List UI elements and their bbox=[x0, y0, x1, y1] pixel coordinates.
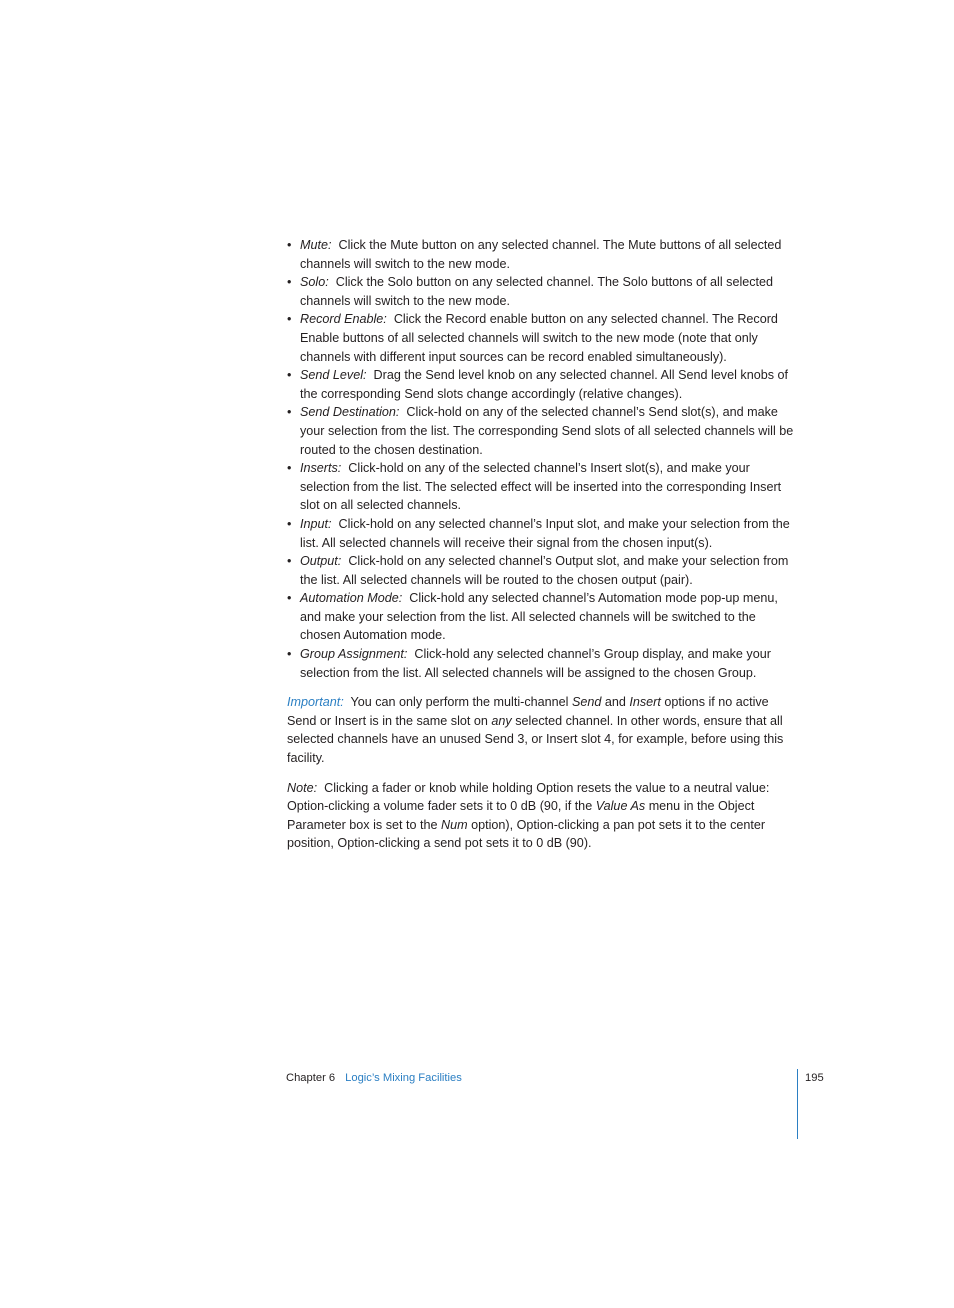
bullet-text: Click-hold on any of the selected channel’s Send slot(s), and make your selection from the list. The corresponding Send slots of all selected channels will be routed to the chosen destination. bbox=[300, 405, 794, 457]
note-label: Note: bbox=[287, 780, 318, 795]
important-emphasis: any bbox=[491, 713, 512, 728]
footer-chapter-title: Logic’s Mixing Facilities bbox=[345, 1072, 462, 1084]
list-item bbox=[287, 236, 799, 273]
list-item bbox=[287, 552, 799, 589]
note-text: option), Option-clicking a pan pot sets it to the center position, Option-clicking a send pot sets it to 0 dB (90). bbox=[287, 817, 766, 851]
bullet-icon: • bbox=[287, 516, 292, 531]
bullet-icon: • bbox=[287, 368, 292, 383]
page-divider bbox=[797, 1069, 798, 1139]
list-item bbox=[287, 366, 799, 403]
bullet-term: Record Enable: bbox=[300, 312, 387, 327]
bullet-term: Send Level: bbox=[300, 368, 367, 383]
important-text: and bbox=[604, 695, 626, 710]
note-emphasis: Value As bbox=[595, 799, 646, 814]
bullet-list bbox=[287, 236, 799, 682]
important-text: options if no active Send or Insert is in the same slot on bbox=[287, 695, 769, 728]
important-label: Important: bbox=[287, 695, 344, 710]
bullet-text: Click-hold on any selected channel’s Input slot, and make your selection from the list. All selected channels will receive their signal from the chosen input(s). bbox=[300, 516, 790, 550]
list-item bbox=[287, 459, 799, 515]
bullet-icon: • bbox=[287, 554, 292, 569]
important-paragraph bbox=[287, 693, 799, 767]
bullet-icon: • bbox=[287, 461, 292, 476]
bullet-term: Solo: bbox=[300, 275, 329, 290]
bullet-text: Click-hold any selected channel’s Group display, and make your selection from the list. All selected channels will be assigned to the chosen Group. bbox=[300, 647, 771, 680]
bullet-term: Group Assignment: bbox=[300, 647, 408, 662]
note-emphasis: Num bbox=[441, 817, 468, 832]
bullet-term: Mute: bbox=[300, 238, 332, 252]
important-emphasis: Insert bbox=[629, 695, 661, 710]
bullet-icon: • bbox=[287, 312, 292, 327]
bullet-text: Click-hold on any of the selected channel’s Insert slot(s), and make your selection from the list. The selected effect will be inserted into the corresponding Insert slot on all selected channels. bbox=[300, 461, 782, 513]
bullet-icon: • bbox=[287, 405, 292, 420]
note-paragraph bbox=[287, 779, 799, 853]
bullet-text: Click-hold on any selected channel’s Output slot, and make your selection from the list. All selected channels will be routed to the chosen output (pair). bbox=[300, 554, 789, 587]
list-item bbox=[287, 310, 799, 366]
note-text: menu in the Object Parameter box is set to the bbox=[287, 799, 755, 832]
list-item bbox=[287, 273, 799, 310]
bullet-term: Input: bbox=[300, 516, 332, 531]
bullet-icon: • bbox=[287, 275, 292, 290]
bullet-text: Click the Mute button on any selected channel. The Mute buttons of all selected channels will switch to the new mode. bbox=[300, 238, 782, 271]
note-text: Clicking a fader or knob while holding Option resets the value to a neutral value: Option-clicking a volume fader sets it to 0 dB (90, if the bbox=[287, 780, 770, 814]
page-body bbox=[287, 236, 799, 853]
bullet-term: Inserts: bbox=[300, 461, 342, 476]
page-number: 195 bbox=[805, 1072, 824, 1084]
list-item bbox=[287, 515, 799, 552]
list-item bbox=[287, 589, 799, 645]
bullet-text: Click the Solo button on any selected channel. The Solo buttons of all selected channels will switch to the new mode. bbox=[300, 275, 774, 308]
important-text: selected channel. In other words, ensure that all selected channels have an unused Send 3, or Insert slot 4, for example, before using this facility. bbox=[287, 713, 784, 766]
bullet-icon: • bbox=[287, 238, 292, 252]
bullet-text: Click the Record enable button on any selected channel. The Record Enable buttons of all selected channels will switch to the new mode (note that only channels with different input sources can be record enabled simultaneously). bbox=[300, 312, 778, 364]
important-text: You can only perform the multi-channel bbox=[350, 695, 569, 710]
page-footer bbox=[286, 1070, 462, 1086]
bullet-term: Output: bbox=[300, 554, 342, 569]
bullet-icon: • bbox=[287, 647, 292, 662]
list-item bbox=[287, 645, 799, 682]
bullet-term: Send Destination: bbox=[300, 405, 400, 420]
list-item bbox=[287, 403, 799, 459]
bullet-text: Click-hold any selected channel’s Automation mode pop-up menu, and make your selection from the list. All selected channels will be switched to the chosen Automation mode. bbox=[300, 591, 778, 643]
important-emphasis: Send bbox=[571, 695, 602, 710]
bullet-text: Drag the Send level knob on any selected channel. All Send level knobs of the corresponding Send slots change accordingly (relative changes). bbox=[300, 368, 788, 401]
bullet-term: Automation Mode: bbox=[300, 591, 403, 606]
footer-chapter: Chapter 6 bbox=[286, 1072, 336, 1084]
bullet-icon: • bbox=[287, 591, 292, 606]
